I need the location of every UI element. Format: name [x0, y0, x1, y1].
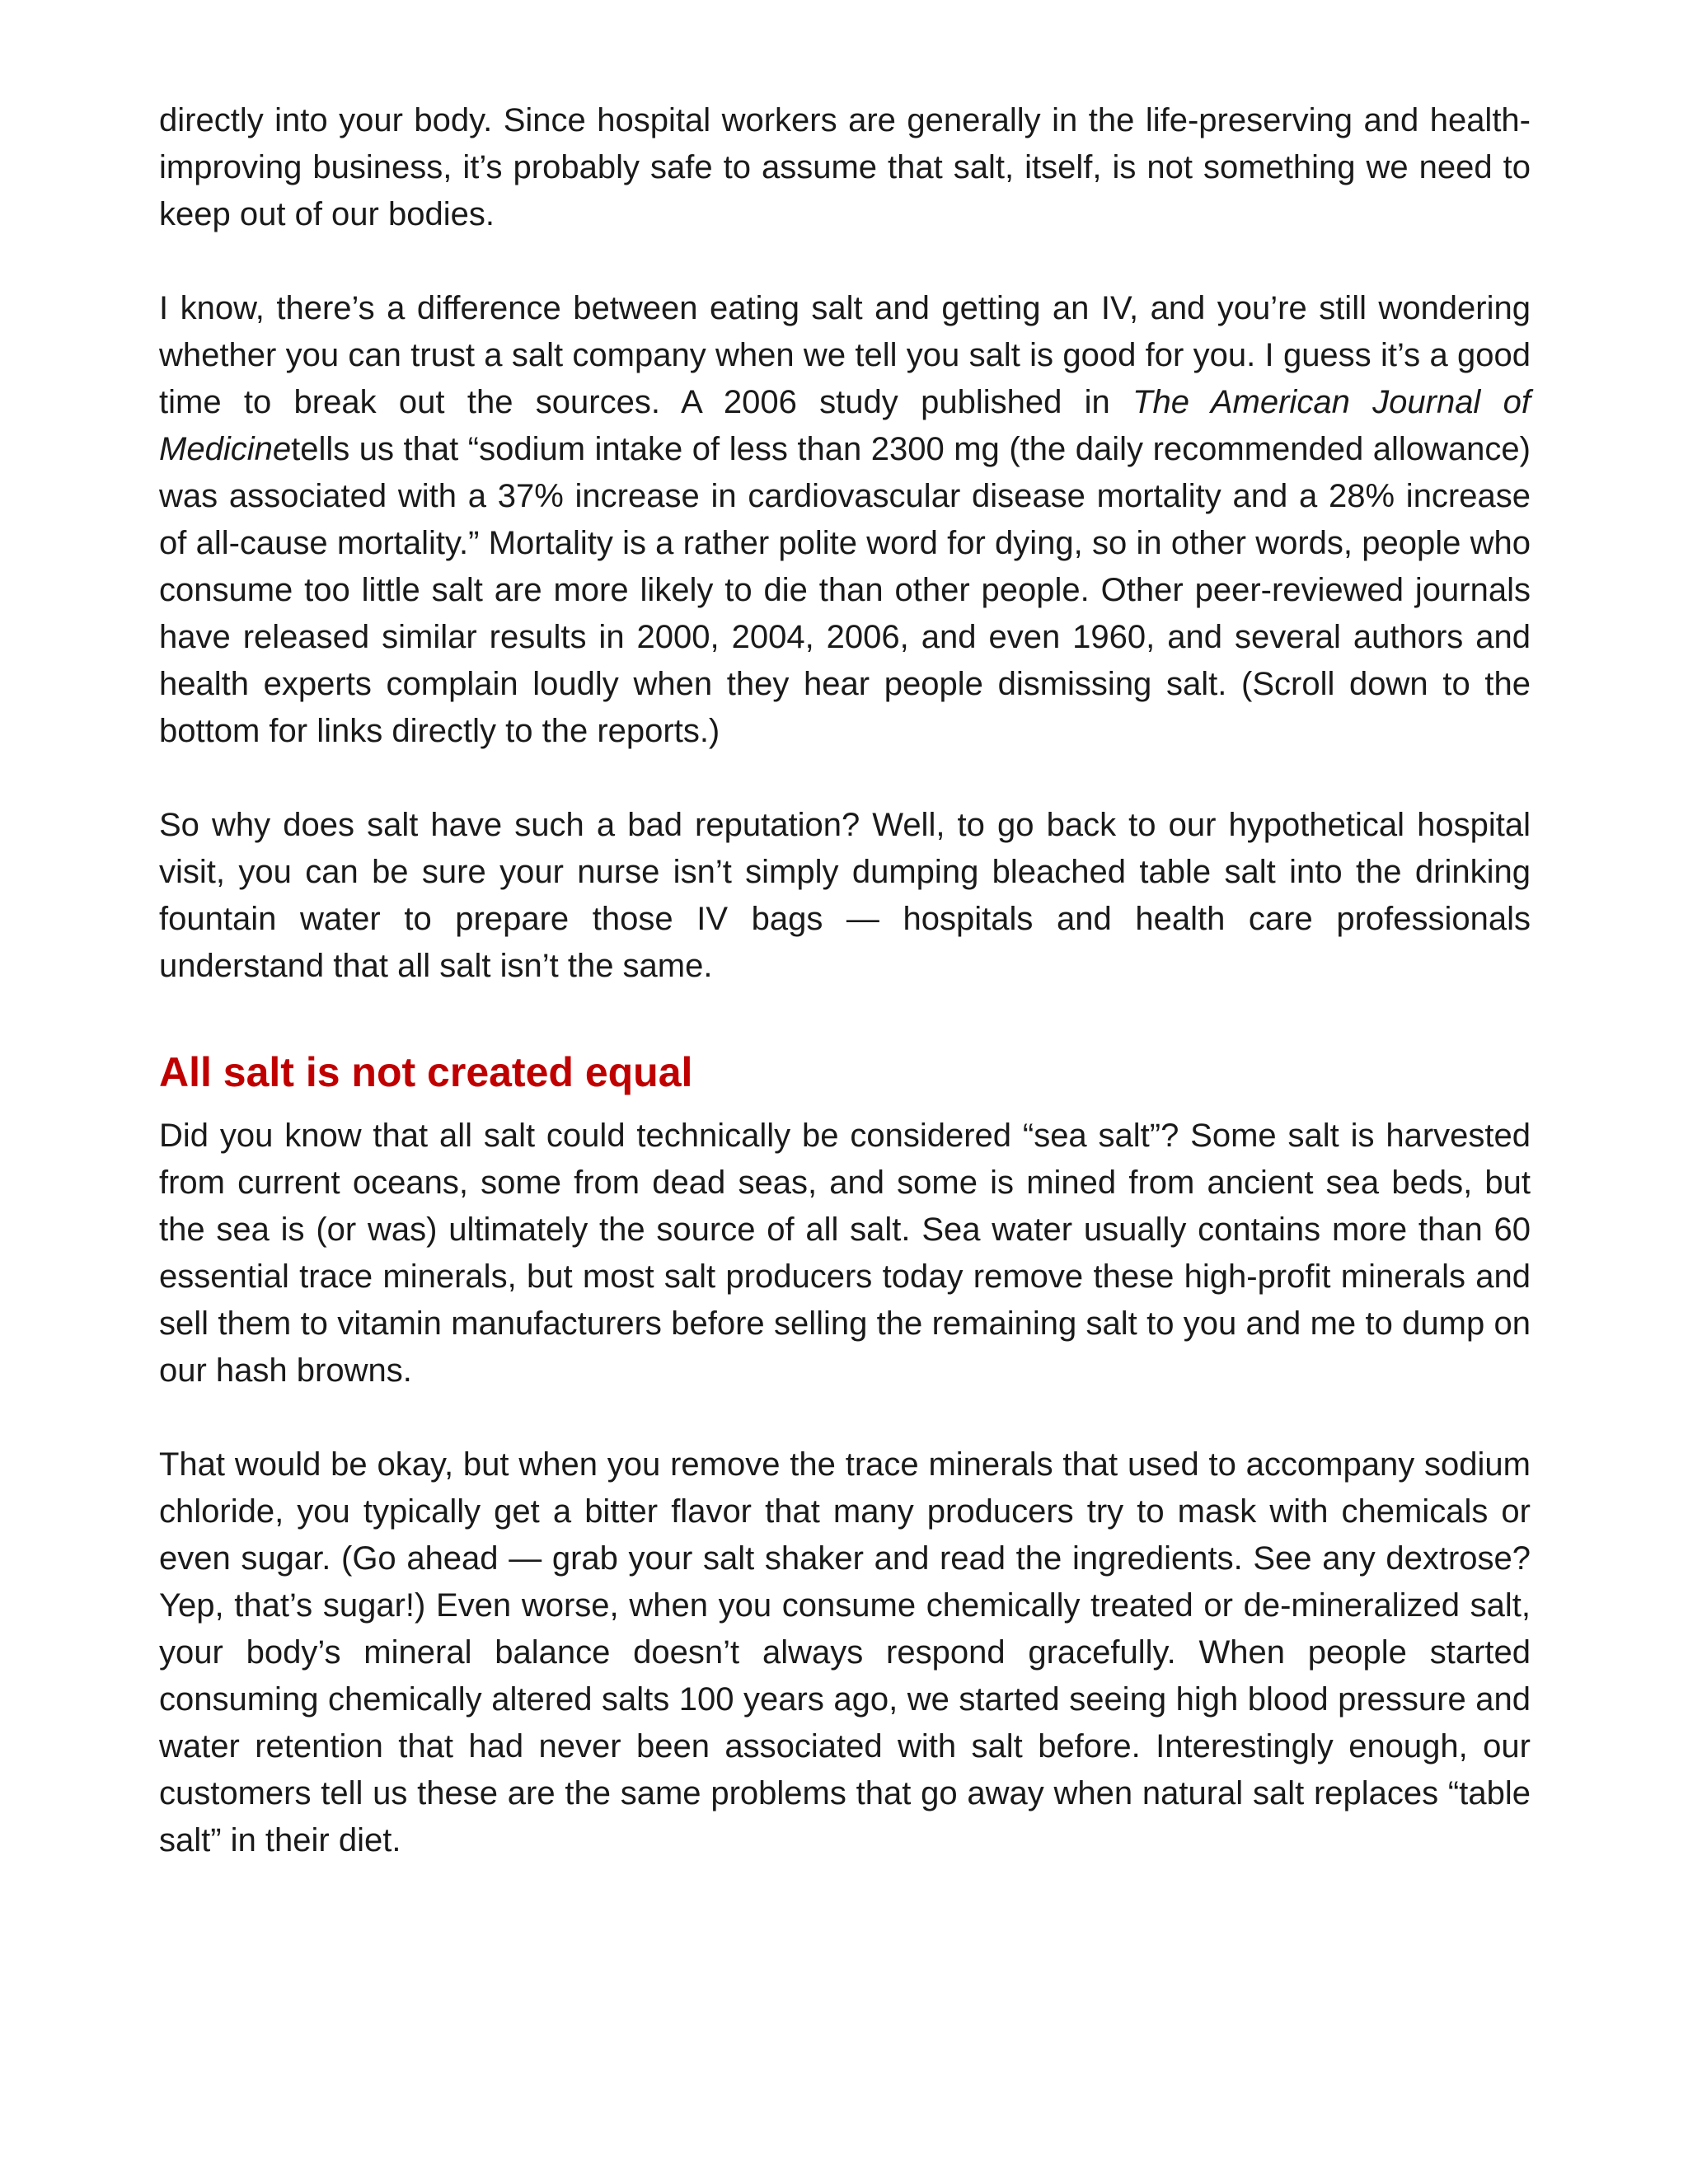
document-page [159, 97, 1531, 1864]
study-text-before: I know, there’s a difference between eating salt and getting an IV, and you’re still wondering whether you can trust a salt company when we tell you salt is good for you. I guess it’s a good time to break out the sources. A 2006 study published in [159, 290, 1531, 420]
paragraph-study-sources [159, 285, 1531, 755]
paragraph-sea-salt: Did you know that all salt could technically be considered “sea salt”? Some salt is harvested from current oceans, some from dead seas, and some is mined from ancient sea beds, but the sea is (or was) ultimately the source of all salt. Sea water usually contains more than 60 essential trace minerals, but most salt producers today remove these high-profit minerals and sell them to vitamin manufacturers before selling the remaining salt to you and me to dump on our hash browns. [159, 1118, 1531, 1389]
section-heading: All salt is not created equal [159, 1049, 693, 1095]
paragraph-trace-minerals: That would be okay, but when you remove the trace minerals that used to accompany sodium chloride, you typically get a bitter flavor that many producers try to mask with chemicals or even sugar. (Go ahead — grab your salt shaker and read the ingredients. See any dextrose? Yep, that’s sugar!) Even worse, when you consume chemically treated or de-mineralized salt, your body’s mineral balance doesn’t always respond gracefully. When people started consuming chemically altered salts 100 years ago, we started seeing high blood pressure and water retention that had never been associated with salt before. Interestingly enough, our customers tell us these are the same problems that go away when natural salt replaces “table salt” in their diet. [159, 1446, 1531, 1858]
study-text-after: tells us that “sodium intake of less than 2300 mg (the daily recommended allowance) was associated with a 37% increase in cardiovascular disease mortality and a 28% increase of all-cause mortality.” Mortality is a rather polite word for dying, so in other words, people who consume too little salt are more likely to die than other people. Other peer-reviewed journals have released similar results in 2000, 2004, 2006, and even 1960, and several authors and health experts complain loudly when they hear people dismissing salt. (Scroll down to the bottom for links directly to the reports.) [159, 431, 1531, 749]
journal-title: The American Journal of Medicine [159, 384, 1531, 467]
paragraph-bad-reputation: So why does salt have such a bad reputation? Well, to go back to our hypothetical hospital visit, you can be sure your nurse isn’t simply dumping bleached table salt into the drinking fountain water to prepare those IV bags — hospitals and health care professionals understand that all salt isn’t the same. [159, 807, 1531, 984]
paragraph-iv-hospital: directly into your body. Since hospital workers are generally in the life-preserving and health-improving business, it’s probably safe to assume that salt, itself, is not something we need to keep out of our bodies. [159, 102, 1531, 232]
